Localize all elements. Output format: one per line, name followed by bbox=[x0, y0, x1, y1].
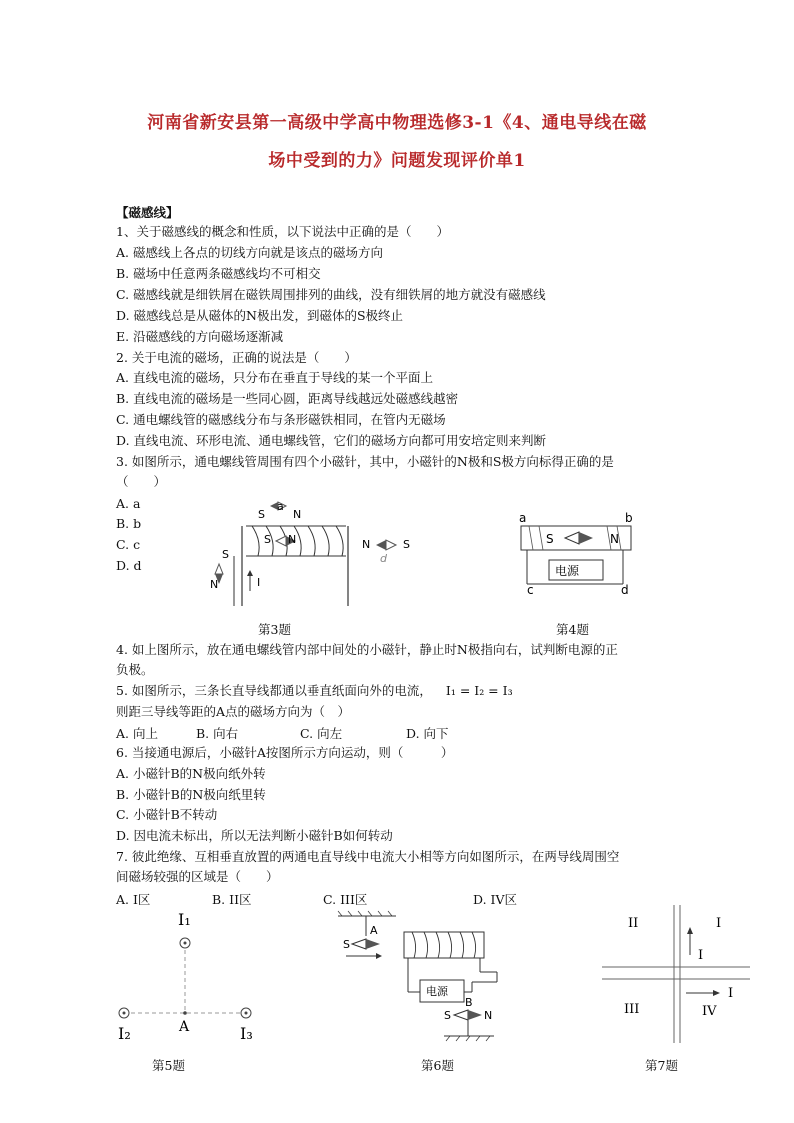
q7-option-c: C. III区 bbox=[323, 892, 368, 907]
fig5-label-i2: I₂ bbox=[118, 1024, 131, 1043]
q7-option-b: B. II区 bbox=[212, 892, 252, 907]
fig3-caption: 第3题 bbox=[258, 622, 291, 637]
q7-line-2: 间磁场较强的区域是（ ） bbox=[116, 869, 279, 884]
fig6-power-source: 电源 bbox=[426, 985, 448, 998]
figure-3-solenoid bbox=[200, 496, 430, 611]
fig3-label-n-b: N bbox=[288, 533, 297, 546]
fig4-power-source: 电源 bbox=[555, 564, 580, 578]
q6-option-a: A. 小磁针B的N极向纸外转 bbox=[116, 766, 266, 781]
fig3-label-a: a bbox=[277, 500, 284, 513]
q2-option-d: D. 直线电流、环形电流、通电螺线管，它们的磁场方向都可用安培定则来判断 bbox=[116, 433, 547, 448]
fig3-label-s-d: S bbox=[403, 538, 410, 551]
q1-stem: 1、关于磁感线的概念和性质，以下说法中正确的是（ ） bbox=[116, 224, 449, 239]
q1-option-e: E. 沿磁感线的方向磁场逐渐减 bbox=[116, 329, 284, 344]
q1-option-d: D. 磁感线总是从磁体的N极出发，到磁体的S极终止 bbox=[116, 308, 404, 323]
fig7-region-i: I bbox=[716, 916, 722, 931]
figure-4-solenoid bbox=[515, 510, 645, 600]
fig5-label-a: A bbox=[179, 1019, 190, 1035]
fig4-label-d: d bbox=[621, 583, 629, 597]
q6-option-d: D. 因电流未标出，所以无法判断小磁针B如何转动 bbox=[116, 828, 393, 843]
q3-paren: （ ） bbox=[116, 474, 167, 489]
q5-formula: I₁ = I₂ = I₃ bbox=[445, 683, 513, 698]
fig3-label-n-d: N bbox=[362, 538, 371, 551]
title-line-1: 河南省新安县第一高级中学高中物理选修3-1《4、通电导线在磁 bbox=[147, 113, 647, 133]
q3-stem: 3. 如图所示，通电螺线管周围有四个小磁针，其中，小磁针的N极和S极方向标得正确的是 bbox=[116, 454, 614, 469]
fig3-label-n-a: N bbox=[293, 508, 302, 521]
fig5-label-i3: I₃ bbox=[240, 1024, 253, 1043]
fig7-current-vertical: I bbox=[698, 948, 704, 963]
q1-option-b: B. 磁场中任意两条磁感线均不可相交 bbox=[116, 266, 321, 281]
fig7-caption: 第7题 bbox=[645, 1058, 678, 1073]
q2-stem: 2. 关于电流的磁场，正确的说法是（ ） bbox=[116, 350, 357, 365]
fig3-label-n-c: N bbox=[210, 578, 219, 591]
q5-option-d: D. 向下 bbox=[406, 726, 449, 741]
q3-option-c: C. c bbox=[116, 537, 141, 552]
fig3-label-s-c: S bbox=[222, 548, 229, 561]
fig6-label-b: B bbox=[465, 996, 473, 1009]
q3-option-d: D. d bbox=[116, 558, 142, 573]
fig3-label-d: d bbox=[380, 552, 387, 565]
q1-option-a: A. 磁感线上各点的切线方向就是该点的磁场方向 bbox=[116, 245, 383, 260]
fig7-current-horizontal: I bbox=[728, 986, 734, 1001]
fig6-label-a: A bbox=[370, 924, 378, 937]
figure-7-crossed-wires bbox=[598, 905, 758, 1045]
q5-option-b: B. 向右 bbox=[196, 726, 239, 741]
fig6-label-s-a: S bbox=[343, 938, 350, 951]
q3-option-a: A. a bbox=[116, 496, 141, 511]
q7-option-d: D. IV区 bbox=[473, 892, 517, 907]
fig4-label-n: N bbox=[610, 532, 619, 546]
figure-6-solenoid bbox=[332, 910, 532, 1050]
fig7-region-ii: II bbox=[628, 916, 639, 931]
q1-option-c: C. 磁感线就是细铁屑在磁铁周围排列的曲线，没有细铁屑的地方就没有磁感线 bbox=[116, 287, 546, 302]
title-line-2: 场中受到的力》问题发现评价单1 bbox=[268, 151, 526, 171]
q7-line-1: 7. 彼此绝缘、互相垂直放置的两通电直导线中电流大小相等方向如图所示，在两导线周围空 bbox=[116, 849, 620, 864]
q5-line-2: 则距三导线等距的A点的磁场方向为（ ） bbox=[116, 704, 351, 719]
q7-option-a: A. I区 bbox=[116, 892, 151, 907]
fig7-region-iv: IV bbox=[702, 1004, 717, 1019]
fig5-caption: 第5题 bbox=[152, 1058, 185, 1073]
fig4-label-c: c bbox=[527, 583, 534, 597]
q5-stem: 5. 如图所示，三条长直导线都通以垂直纸面向外的电流， bbox=[116, 683, 432, 698]
fig6-label-n-b: N bbox=[484, 1009, 493, 1022]
fig4-label-a: a bbox=[519, 511, 527, 525]
q2-option-c: C. 通电螺线管的磁感线分布与条形磁铁相同，在管内无磁场 bbox=[116, 412, 446, 427]
q5-option-c: C. 向左 bbox=[300, 726, 343, 741]
q6-option-b: B. 小磁针B的N极向纸里转 bbox=[116, 787, 266, 802]
fig6-label-s-b: S bbox=[444, 1009, 451, 1022]
fig4-label-s: S bbox=[546, 532, 554, 546]
q6-option-c: C. 小磁针B不转动 bbox=[116, 807, 218, 822]
fig4-caption: 第4题 bbox=[556, 622, 589, 637]
q4-line-1: 4. 如上图所示，放在通电螺线管内部中间处的小磁针，静止时N极指向右，试判断电源的正 bbox=[116, 642, 618, 657]
fig6-caption: 第6题 bbox=[421, 1058, 454, 1073]
q5-option-a: A. 向上 bbox=[116, 726, 158, 741]
q6-stem: 6. 当接通电源后，小磁针A按图所示方向运动，则（ ） bbox=[116, 745, 454, 760]
fig4-label-b: b bbox=[625, 511, 633, 525]
fig3-label-current: I bbox=[257, 576, 261, 589]
fig5-label-i1: I₁ bbox=[178, 910, 191, 929]
q5-line-1 bbox=[116, 683, 513, 699]
figure-5-three-wires bbox=[110, 905, 270, 1050]
q4-line-2: 负极。 bbox=[116, 662, 154, 677]
section-heading: 【磁感线】 bbox=[116, 205, 179, 220]
q2-option-b: B. 直线电流的磁场是一些同心圆，距离导线越远处磁感线越密 bbox=[116, 391, 459, 406]
fig3-label-s-a: S bbox=[258, 508, 265, 521]
fig3-label-s-b: S bbox=[264, 533, 271, 546]
fig7-region-iii: III bbox=[624, 1002, 640, 1017]
q2-option-a: A. 直线电流的磁场，只分布在垂直于导线的某一个平面上 bbox=[116, 370, 433, 385]
q3-option-b: B. b bbox=[116, 516, 142, 531]
